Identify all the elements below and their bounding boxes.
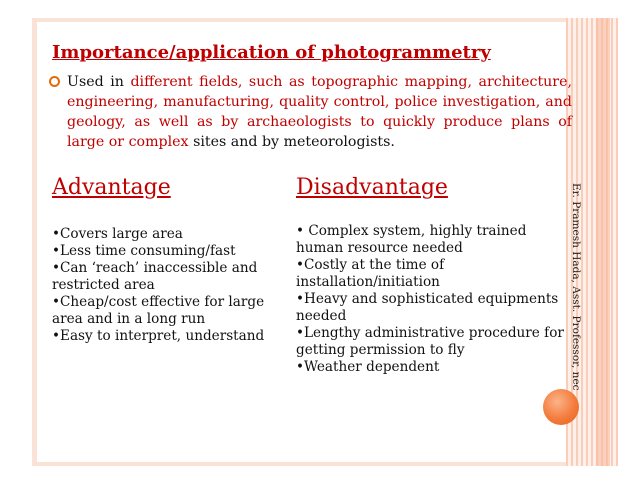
intro-text-2: different fields, such as topographic mapping, architecture, engineering, manufacturing, quality control, police investigation, and geology, as well as by archaeologists to quickly produce plans of large or complex	[67, 74, 572, 150]
intro-paragraph	[67, 72, 572, 152]
advantage-heading: Advantage	[52, 175, 171, 200]
list-item: •Lengthy administrative procedure for getting permission to fly	[296, 325, 564, 358]
bullet-circle-icon	[49, 76, 60, 87]
list-item: •Heavy and sophisticated equipments needed	[296, 291, 559, 324]
frame-bottom-border	[32, 462, 592, 466]
list-item: •Can ‘reach’ inaccessible and restricted area	[52, 260, 258, 293]
intro-text-3: sites and by meteorologists.	[188, 134, 395, 150]
list-item: • Complex system, highly trained human resource needed	[296, 223, 527, 256]
disadvantage-list	[296, 223, 568, 376]
frame-top-border	[32, 18, 592, 22]
disadvantage-heading: Disadvantage	[296, 175, 448, 200]
list-item: •Weather dependent	[296, 359, 440, 375]
author-side-label: Er. Pramesh Hada, Asst. Professor, nec	[570, 183, 582, 391]
list-item: •Less time consuming/fast	[52, 243, 236, 259]
list-item: •Covers large area	[52, 226, 183, 242]
list-item: •Costly at the time of installation/initiation	[296, 257, 445, 290]
advantage-list	[52, 226, 292, 345]
decorative-orange-circle	[543, 389, 579, 425]
list-item: •Cheap/cost effective for large area and in a long run	[52, 294, 265, 327]
page-title: Importance/application of photogrammetry	[52, 42, 491, 63]
intro-text-1: Used in	[67, 74, 131, 90]
frame-left-border	[32, 18, 37, 466]
list-item: •Easy to interpret, understand	[52, 328, 265, 344]
decorative-stripe-band	[596, 18, 610, 466]
